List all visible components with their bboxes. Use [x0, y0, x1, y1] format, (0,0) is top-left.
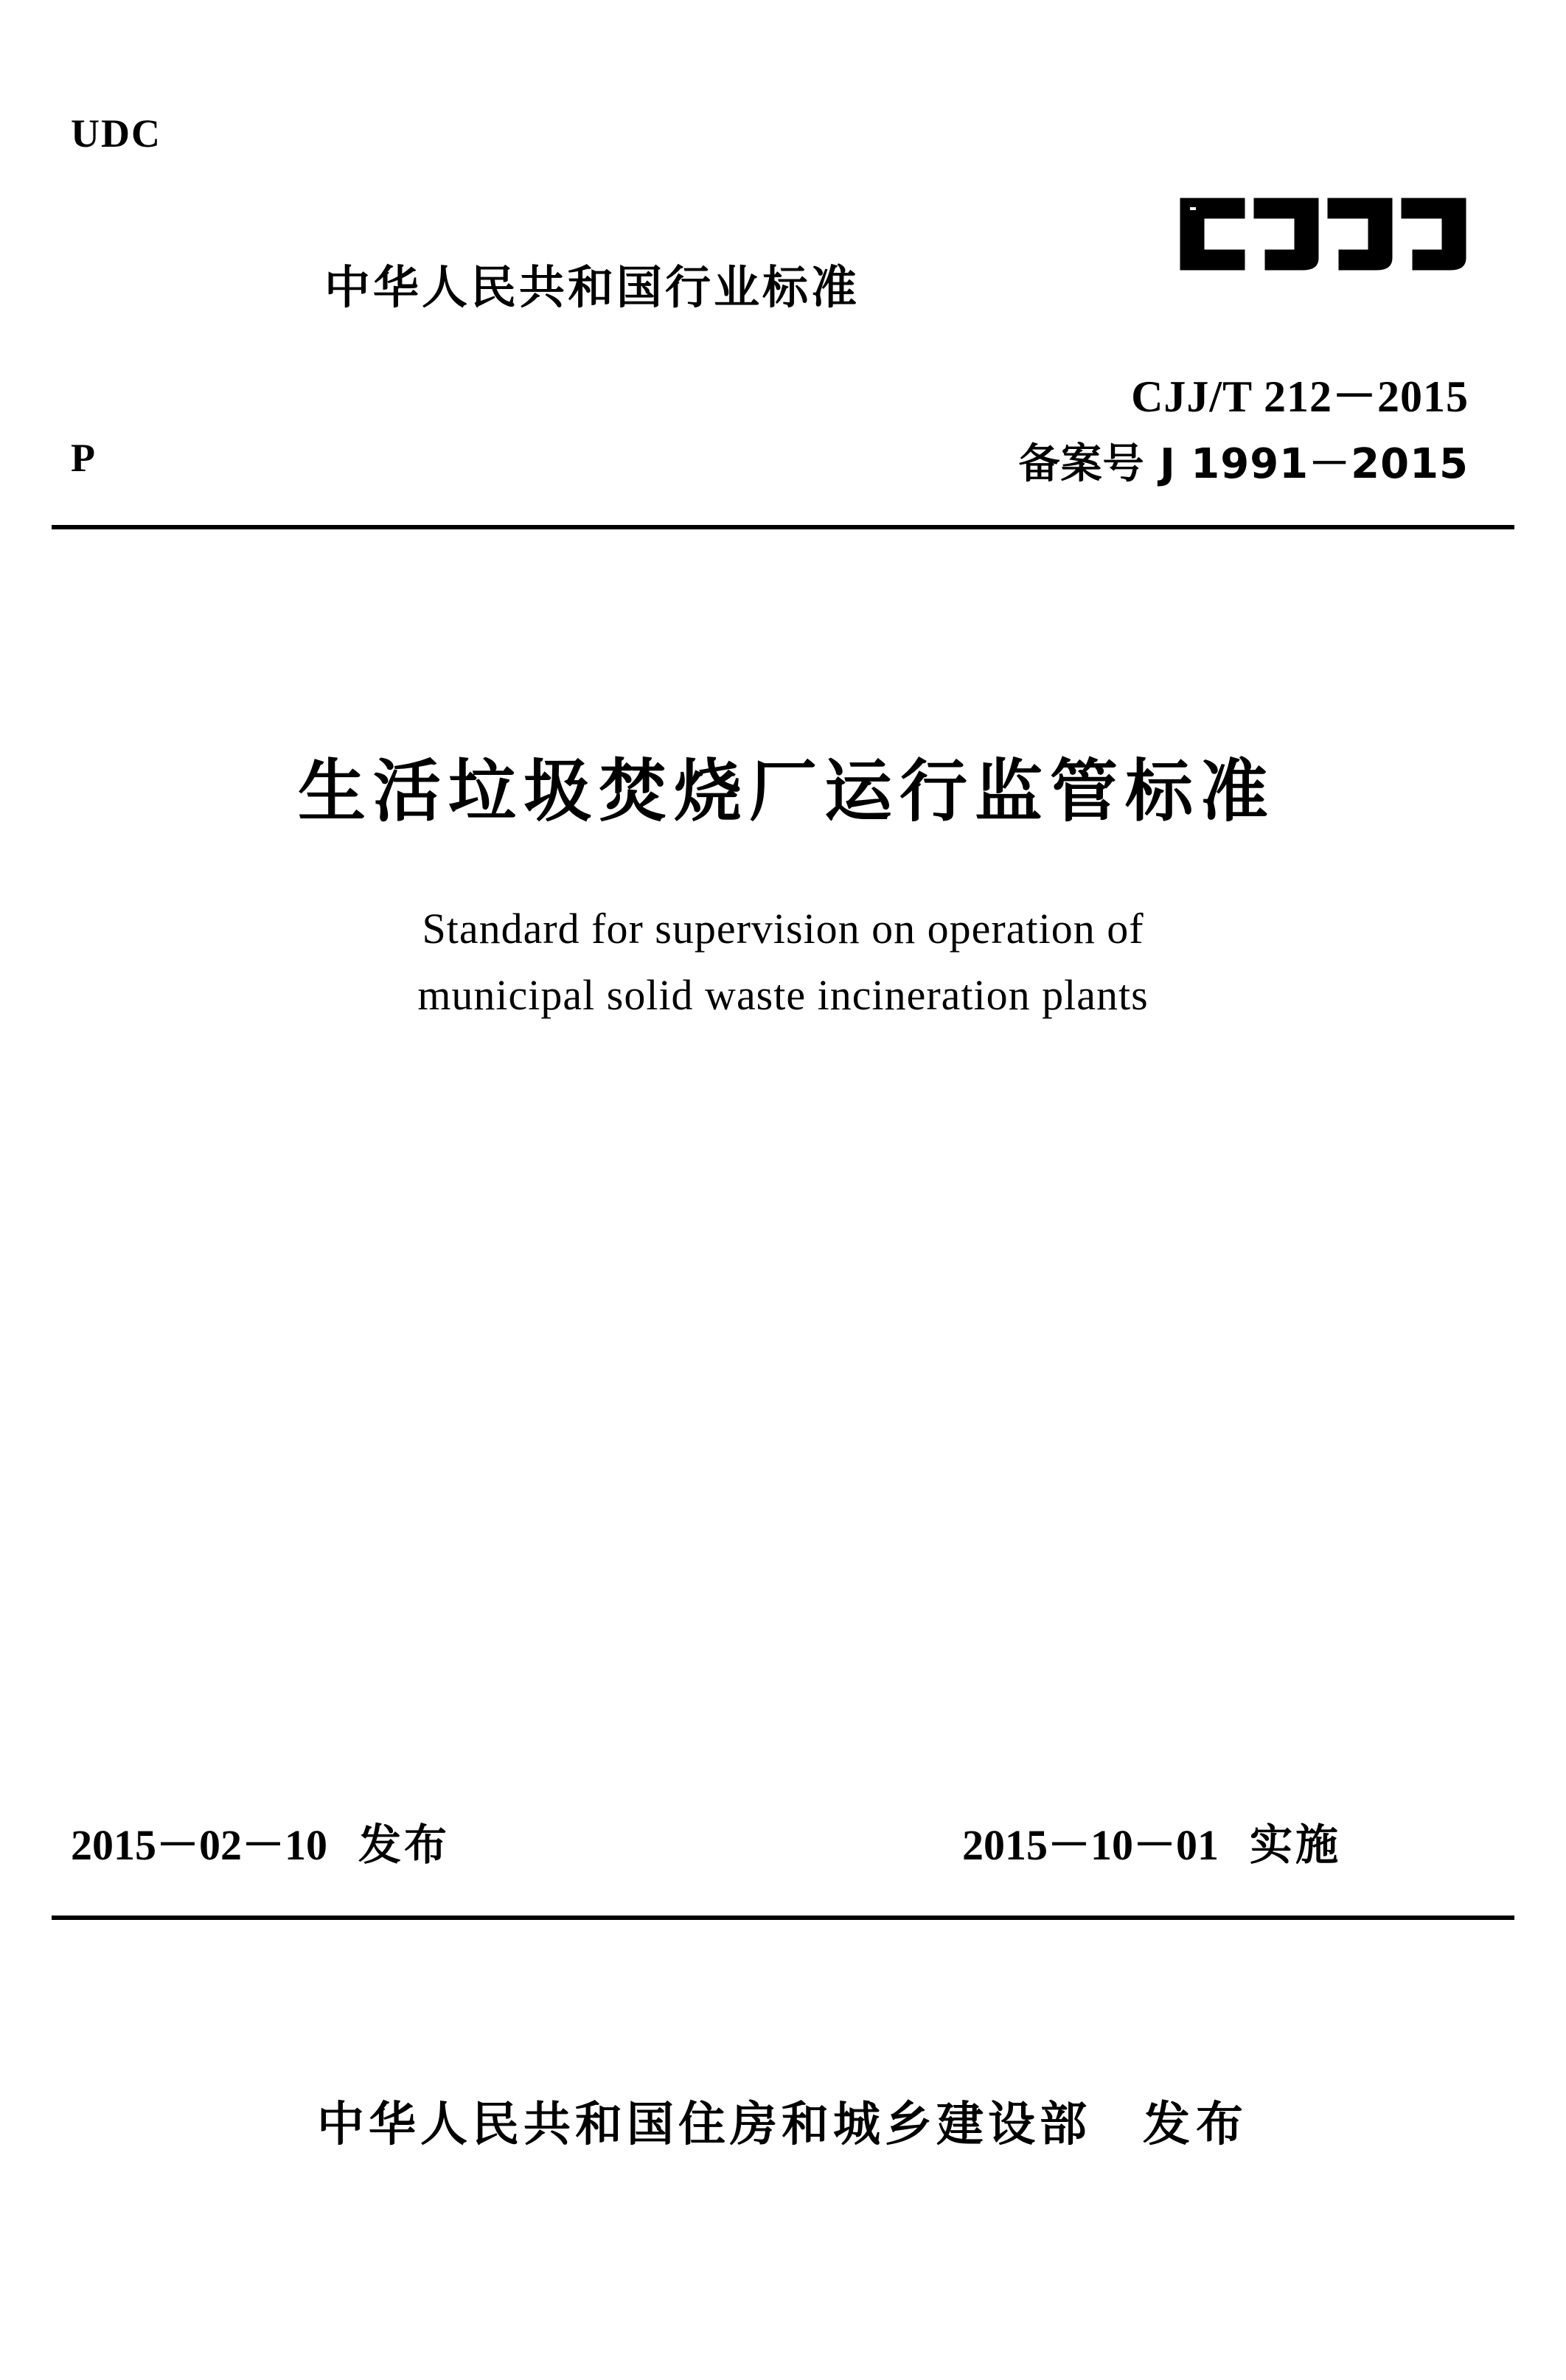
publisher-verb: 发布 [1143, 2098, 1249, 2152]
divider-bottom [52, 1916, 1514, 1920]
title-en-line-2: municipal solid waste incineration plants [417, 970, 1149, 1019]
standard-category-heading: 中华人民共和国行业标准 [324, 260, 860, 314]
divider-top [52, 525, 1514, 529]
effective-date: 2015－10－01 [962, 1821, 1219, 1869]
issue-verb: 发布 [358, 1820, 450, 1870]
issue-date-block [71, 1810, 450, 1872]
record-number: 备案号 J 1991－2015 [1018, 440, 1469, 488]
publisher-name: 中华人民共和国住房和城乡建设部 [317, 2098, 1091, 2152]
title-en-line-1: Standard for supervision on operation of [422, 905, 1144, 953]
effective-verb: 实施 [1250, 1820, 1342, 1870]
document-title-chinese: 生活垃圾焚烧厂运行监管标准 [297, 752, 1276, 831]
issue-date: 2015－02－10 [71, 1821, 328, 1869]
standard-number: CJJ/T 212－2015 [1131, 372, 1469, 421]
publisher-block [0, 2087, 1566, 2154]
effective-date-block [962, 1810, 1341, 1872]
cjj-logo-icon [1174, 177, 1469, 288]
udc-label: UDC [71, 111, 161, 156]
p-label: P [71, 436, 95, 480]
document-title-english [0, 896, 1566, 1029]
